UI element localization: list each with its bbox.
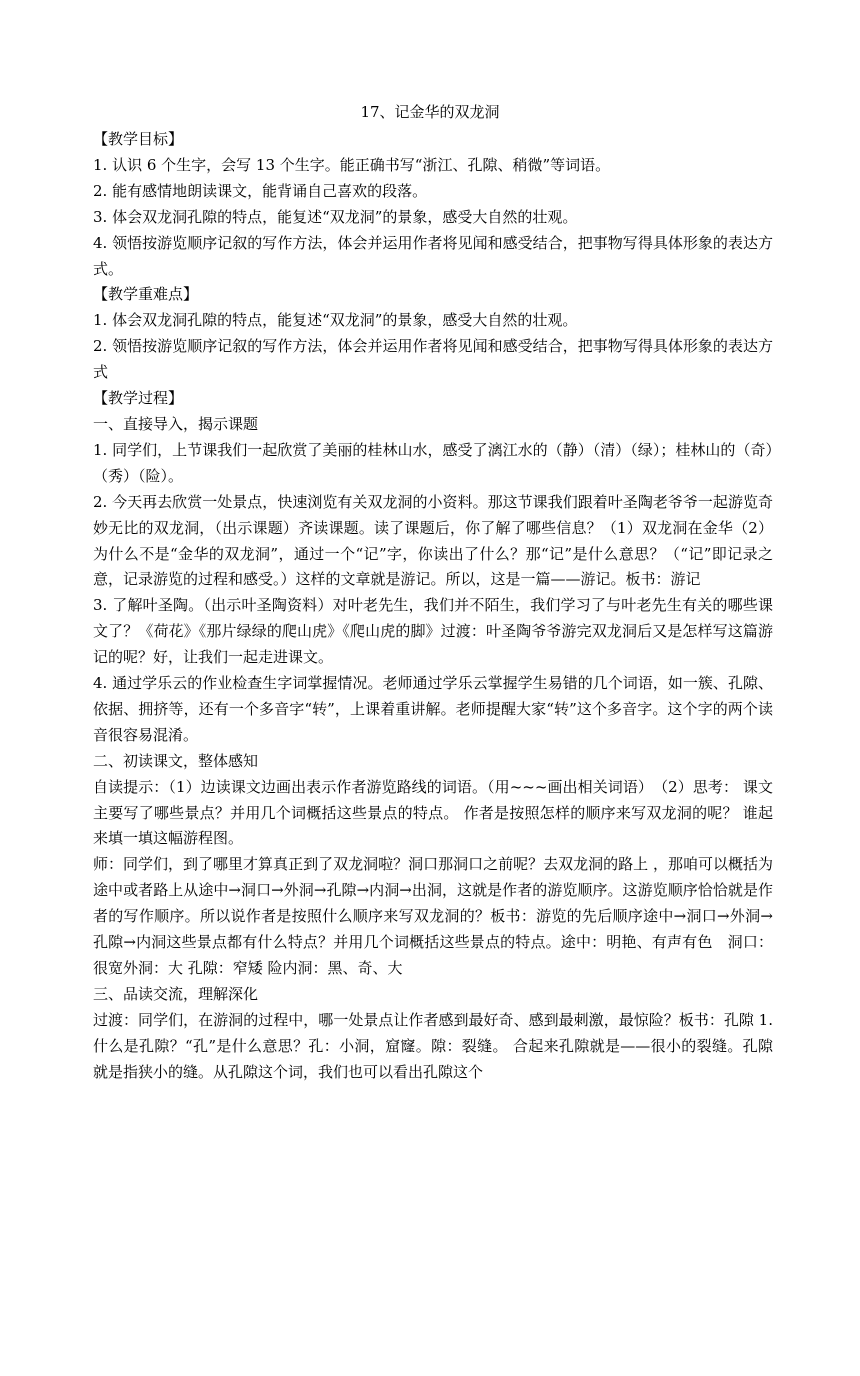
goal-item-2: 2. 能有感情地朗读课文，能背诵自己喜欢的段落。 [93, 181, 428, 200]
heading-teaching-process: 【教学过程】 [93, 389, 184, 408]
process-paragraph-3: 3. 了解叶圣陶。（出示叶圣陶资料）对叶老先生，我们并不陌生，我们学习了与叶老先生有关的哪些课文了？《荷花》《那片绿绿的爬山虎》《爬山虎的脚》过渡：叶圣陶爷爷游完双龙洞后又是怎样写这篇游记的呢？好，让我们一起走进课文。 [93, 596, 773, 667]
teacher-paragraph: 师：同学们，到了哪里才算真正到了双龙洞啦？洞口那洞口之前呢？去双龙洞的路上 ，那咱可以概括为途中或者路上从途中→洞口→外洞→孔隙→内洞→出洞，这就是作者的游览顺序。这游览顺序恰恰就是作者的写作顺序。所以说作者是按照什么顺序来写双龙洞的？板书：游览的先后顺序途中→洞口→外洞→孔隙→内洞这些景点都有什么特点？并用几个词概括这些景点的特点。途中：明艳、有声有色 洞口：很宽外洞：大 孔隙：窄矮 险内洞：黑、奇、大 [93, 855, 773, 977]
heading-teaching-goals: 【教学目标】 [93, 130, 184, 148]
process-paragraph-1: 1. 同学们，上节课我们一起欣赏了美丽的桂林山水，感受了漓江水的（静）（清）（绿）；桂林山的（奇）（秀）（险）。 [93, 440, 773, 485]
document-body [93, 127, 773, 1086]
key-point-2: 2. 领悟按游览顺序记叙的写作方法，体会并运用作者将见闻和感受结合，把事物写得具体形象的表达方式 [93, 337, 773, 382]
section-heading-1: 一、直接导入，揭示课题 [93, 414, 259, 433]
document-title: 17、记金华的双龙洞 [360, 103, 500, 121]
transition-paragraph: 过渡：同学们，在游洞的过程中，哪一处景点让作者感到最好奇、感到最刺激，最惊险？板书：孔隙 1.什么是孔隙？“孔”是什么意思？孔：小洞，窟窿。隙：裂缝。 合起来孔隙就是——很小的裂缝。孔隙就是指狭小的缝。从孔隙这个词，我们也可以看出孔隙这个 [93, 1010, 773, 1081]
section-heading-2: 二、初读课文，整体感知 [93, 751, 259, 770]
process-paragraph-2: 2. 今天再去欣赏一处景点，快速浏览有关双龙洞的小资料。那这节课我们跟着叶圣陶老爷爷一起游览奇妙无比的双龙洞，（出示课题）齐读课题。读了课题后，你了解了哪些信息？（1）双龙洞在金华（2）为什么不是“金华的双龙洞”，通过一个“记”字，你读出了什么？那“记”是什么意思？（“记”即记录之意，记录游览的过程和感受。）这样的文章就是游记。所以，这是一篇——游记。板书：游记 [93, 492, 773, 589]
goal-item-3: 3. 体会双龙洞孔隙的特点，能复述“双龙洞”的景象，感受大自然的壮观。 [93, 207, 578, 226]
heading-key-points: 【教学重难点】 [93, 285, 199, 304]
process-paragraph-4: 4. 通过学乐云的作业检查生字词掌握情况。老师通过学乐云掌握学生易错的几个词语，如一簇、孔隙、依据、拥挤等，还有一个多音字“转”，上课着重讲解。老师提醒大家“转”这个多音字。这个字的两个读音很容易混淆。 [93, 674, 773, 744]
key-point-1: 1. 体会双龙洞孔隙的特点，能复述“双龙洞”的景象，感受大自然的壮观。 [93, 311, 578, 330]
goal-item-1: 1. 认识 6 个生字，会写 13 个生字。能正确书写“浙江、孔隙、稍微”等词语。 [93, 155, 611, 174]
goal-item-4: 4. 领悟按游览顺序记叙的写作方法，体会并运用作者将见闻和感受结合，把事物写得具体形象的表达方式。 [93, 233, 773, 278]
reading-hints-paragraph: 自读提示：（1）边读课文边画出表示作者游览路线的词语。（用~~~画出相关词语） （2）思考： 课文主要写了哪些景点？并用几个词概括这些景点的特点。 作者是按照怎样的顺序来写双龙洞的呢？ 谁起来填一填这幅游程图。 [93, 777, 773, 848]
section-heading-3: 三、品读交流，理解深化 [93, 984, 259, 1003]
